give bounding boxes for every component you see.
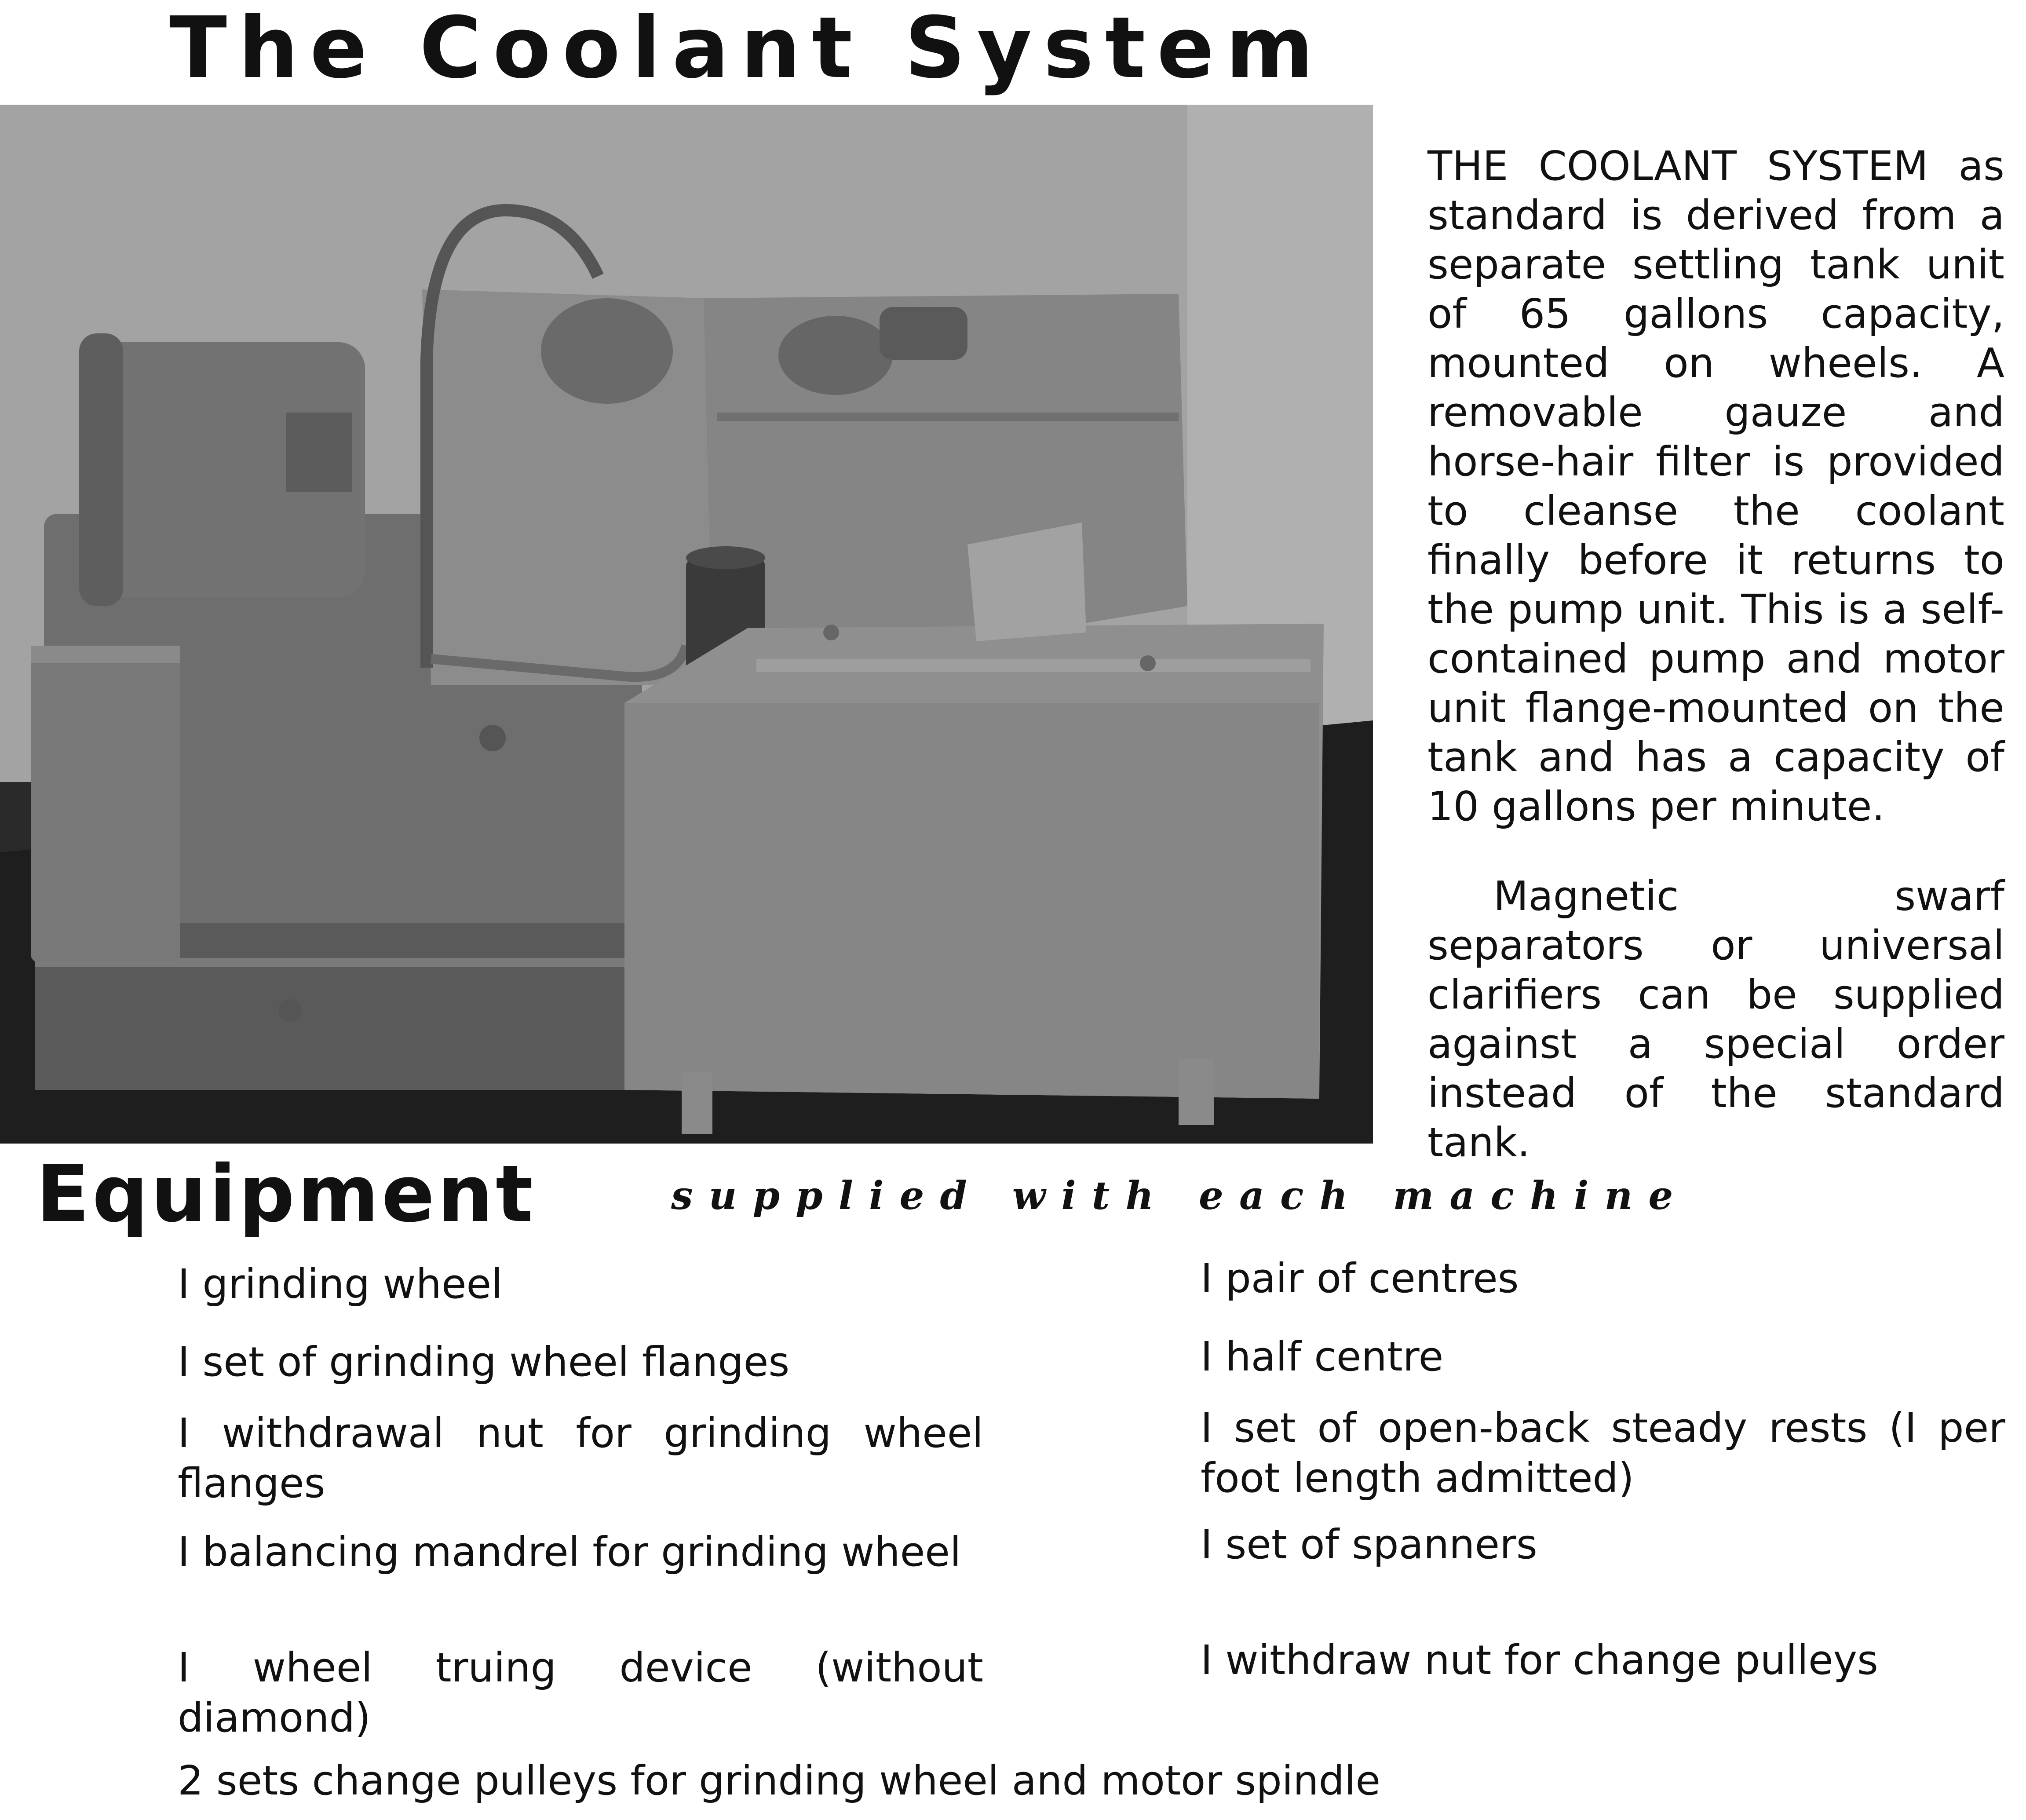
coolant-paragraph-1: THE COOLANT SYSTEM as standard is derived from a separate settling tank unit of 65 gallons capacity, mounted on wheels. A removable gauze and horse-hair filter is provided to cleanse the coolant finally before it returns to the pump unit. This is a self-contained pump and motor unit flange-mounted on the tank and has a capacity of 10 gallons per minute. xyxy=(1427,143,2004,830)
equipment-item-left-5: I wheel truing device (without diamond) xyxy=(178,1644,983,1741)
equipment-item-right-1: I pair of centres xyxy=(1201,1255,1519,1302)
equipment-item-right-4: I set of spanners xyxy=(1201,1521,1537,1568)
equipment-heading: Equipment xyxy=(36,1148,536,1239)
coolant-description xyxy=(1427,142,2004,1167)
equipment-item-right-2: I half centre xyxy=(1201,1333,1444,1380)
machine-photo xyxy=(0,105,1373,1144)
equipment-item-left-1: I grinding wheel xyxy=(178,1261,503,1308)
equipment-item-right-3: I set of open-back steady rests (I per foot length admitted) xyxy=(1201,1404,2005,1502)
equipment-item-full-width: 2 sets change pulleys for grinding wheel and motor spindle xyxy=(178,1757,1381,1804)
equipment-subheading: supplied with each machine xyxy=(671,1173,1689,1218)
page-title: The Coolant System xyxy=(169,0,1325,97)
equipment-item-left-2: I set of grinding wheel flanges xyxy=(178,1338,790,1385)
equipment-item-left-4: I balancing mandrel for grinding wheel xyxy=(178,1528,961,1575)
equipment-item-right-5: I withdraw nut for change pulleys xyxy=(1201,1637,1878,1684)
equipment-item-left-3: I withdrawal nut for grinding wheel flanges xyxy=(178,1410,983,1507)
coolant-paragraph-2: Magnetic swarf separators or universal clarifiers can be supplied against a special order instead of the standard tank. xyxy=(1427,873,2004,1166)
